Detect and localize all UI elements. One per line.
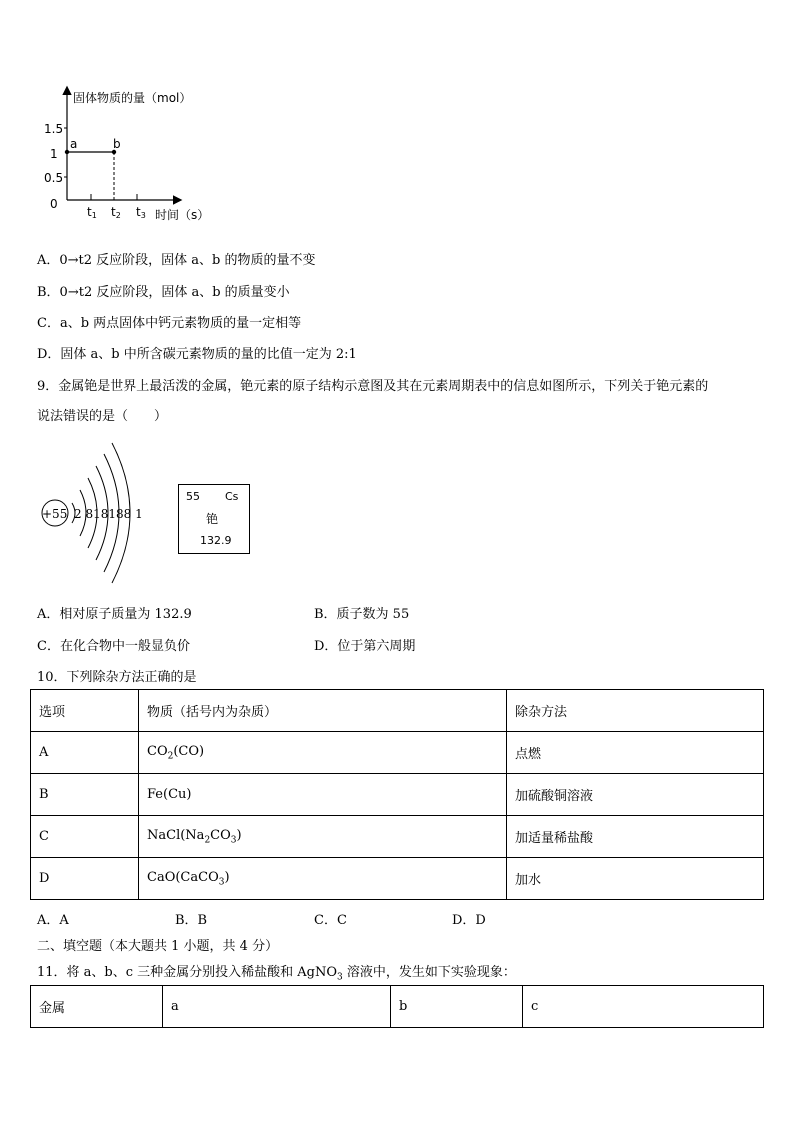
periodic-table-cell [178, 484, 250, 554]
q10-answer-a: A．A [37, 913, 69, 928]
nucleus-charge: +55 [42, 507, 68, 521]
row-substance: CaO(CaCO$_3$) [139, 858, 507, 900]
header-a: a [163, 986, 391, 1028]
q10-table [30, 689, 764, 900]
row-option: D [31, 858, 139, 900]
section-heading: 二、填空题（本大题共 1 小题，共 4 分） [37, 939, 279, 954]
q8-option-b: B．0→t2 反应阶段，固体 a、b 的质量变小 [37, 285, 290, 300]
row-method: 加水 [507, 858, 764, 900]
row-option: C [31, 816, 139, 858]
q10-answer-d: D．D [452, 913, 486, 928]
q11-table [30, 985, 764, 1028]
q9-option-a: A．相对原子质量为 132.9 [37, 607, 192, 622]
element-symbol: Cs [225, 490, 239, 503]
cesium-atom-diagram [36, 440, 166, 585]
header-substance: 物质（括号内为杂质） [139, 690, 507, 732]
point-b-label: b [113, 137, 121, 151]
point-a [65, 150, 69, 154]
header-b: b [391, 986, 523, 1028]
header-c: c [523, 986, 764, 1028]
y-tick-0: 0 [50, 197, 58, 211]
row-method: 加适量稀盐酸 [507, 816, 764, 858]
header-method: 除杂方法 [507, 690, 764, 732]
y-tick-1: 1 [50, 147, 58, 161]
table-row [31, 858, 764, 900]
amount-time-graph [30, 80, 220, 230]
electron-shells: 2 818188 1 [74, 507, 143, 521]
y-tick-0-5: 0.5 [44, 171, 64, 185]
table-row [31, 774, 764, 816]
q11-stem: 11．将 a、b、c 三种金属分别投入稀盐酸和 AgNO$_3$ 溶液中，发生如下实验现象： [37, 965, 516, 983]
point-a-label: a [70, 137, 78, 151]
header-option: 选项 [31, 690, 139, 732]
q9-option-d: D．位于第六周期 [314, 639, 416, 654]
row-method: 加硫酸铜溶液 [507, 774, 764, 816]
row-substance: $CO_2(CO)$ [139, 732, 507, 774]
x-tick-t1: t1 [87, 205, 97, 220]
q8-option-c: C．a、b 两点固体中钙元素物质的量一定相等 [37, 316, 302, 331]
row-substance: Fe(Cu) [139, 774, 507, 816]
q10-stem: 10．下列除杂方法正确的是 [37, 670, 197, 685]
q10-answer-b: B．B [175, 913, 208, 928]
table-row [31, 816, 764, 858]
row-option: A [31, 732, 139, 774]
q9-option-c: C．在化合物中一般显负价 [37, 639, 190, 654]
table-header-row [31, 690, 764, 732]
x-tick-t2: t2 [111, 205, 121, 220]
q10-answer-c: C．C [314, 913, 347, 928]
atomic-number: 55 [186, 490, 200, 503]
row-substance: $NaCl(Na_2CO_3)$ [139, 816, 507, 858]
y-tick-1-5: 1.5 [44, 122, 64, 136]
x-axis-label: 时间（s） [155, 208, 210, 222]
element-name: 铯 [206, 512, 219, 526]
q9-stem-line2: 说法错误的是（ ） [37, 409, 168, 424]
q9-stem-line1: 9．金属铯是世界上最活泼的金属，铯元素的原子结构示意图及其在元素周期表中的信息如图所示，下列关于铯元素的 [37, 379, 709, 394]
table-row [31, 732, 764, 774]
atomic-mass: 132.9 [200, 534, 232, 547]
q8-option-d: D．固体 a、b 中所含碳元素物质的量的比值一定为 2:1 [37, 347, 357, 362]
x-tick-t3: t3 [136, 205, 146, 220]
q8-option-a: A．0→t2 反应阶段，固体 a、b 的物质的量不变 [37, 253, 316, 268]
q9-option-b: B．质子数为 55 [314, 607, 410, 622]
row-option: B [31, 774, 139, 816]
row-method: 点燃 [507, 732, 764, 774]
header-metal: 金属 [31, 986, 163, 1028]
table-header-row [31, 986, 764, 1028]
y-axis-label: 固体物质的量（mol） [73, 91, 192, 105]
